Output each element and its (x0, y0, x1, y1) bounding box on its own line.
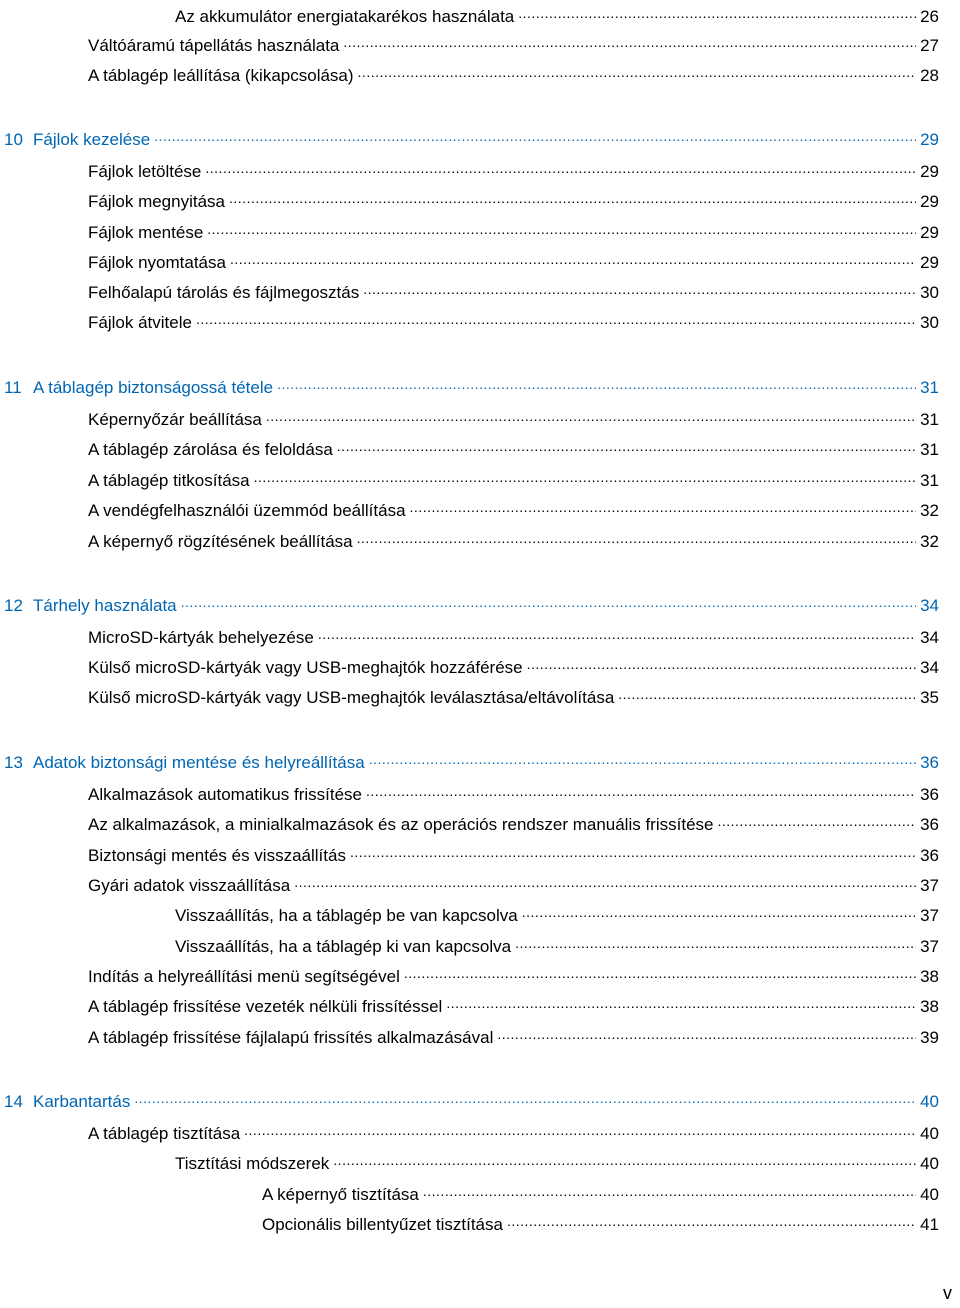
toc-entry-title: Gyári adatok visszaállítása (88, 876, 291, 895)
toc-page-number: 30 (920, 313, 939, 332)
toc-entry-title: Adatok biztonsági mentése és helyreállítása (33, 753, 365, 772)
toc-entry[interactable] (175, 1145, 939, 1173)
toc-chapter-entry[interactable] (4, 121, 939, 149)
dot-leader (333, 1145, 916, 1169)
toc-entry[interactable] (88, 304, 939, 332)
toc-page-number: 36 (920, 846, 939, 865)
dot-leader (154, 121, 916, 145)
dot-leader (446, 988, 916, 1012)
toc-page-number: 34 (920, 658, 939, 677)
toc-entry[interactable] (88, 649, 939, 677)
dot-leader (366, 776, 916, 800)
toc-entry-title: Az akkumulátor energiatakarékos használata (175, 7, 515, 26)
toc-entry-title: Visszaállítás, ha a táblagép ki van kapcsolva (175, 937, 512, 956)
toc-entry-title: Váltóáramú tápellátás használata (88, 36, 340, 55)
toc-page-number: 27 (920, 36, 939, 55)
toc-entry[interactable] (88, 619, 939, 647)
toc-entry[interactable] (88, 776, 939, 804)
toc-entry-title: MicroSD-kártyák behelyezése (88, 628, 314, 647)
dot-leader (294, 867, 916, 891)
dot-leader (518, 0, 916, 22)
toc-entry-title: Visszaállítás, ha a táblagép be van kapcsolva (175, 906, 518, 925)
toc-page-number: 34 (920, 628, 939, 647)
toc-page-number: 29 (920, 223, 939, 242)
toc-chapter-entry[interactable] (4, 587, 939, 615)
toc-entry[interactable] (88, 274, 939, 302)
toc-entry[interactable] (88, 988, 939, 1016)
toc-entry[interactable] (88, 183, 939, 211)
toc-entry-title: Fájlok mentése (88, 223, 204, 242)
toc-page-number: 38 (920, 967, 939, 986)
toc-page-number: 35 (920, 688, 939, 707)
toc-entry[interactable] (88, 1115, 939, 1143)
chapter-number: 12 (4, 596, 23, 615)
toc-page-number: 40 (920, 1185, 939, 1204)
toc-page-number: 41 (920, 1215, 939, 1234)
toc-chapter-entry[interactable] (4, 369, 939, 397)
toc-entry[interactable] (175, 897, 939, 925)
toc-page-number: 37 (920, 876, 939, 895)
toc-page-number: 34 (920, 596, 939, 615)
toc-entry-title: Opcionális billentyűzet tisztítása (262, 1215, 503, 1234)
dot-leader (205, 153, 916, 177)
toc-page-number: 37 (920, 937, 939, 956)
toc-page-number: 31 (920, 410, 939, 429)
toc-page-number: 29 (920, 192, 939, 211)
toc-chapter-entry[interactable] (4, 1083, 939, 1111)
dot-leader (244, 1115, 916, 1139)
toc-page-number: 38 (920, 997, 939, 1016)
toc-entry[interactable] (88, 57, 939, 85)
toc-page-number: 40 (920, 1154, 939, 1173)
dot-leader (337, 431, 916, 455)
toc-page-number: 36 (920, 753, 939, 772)
toc-entry-title: A táblagép zárolása és feloldása (88, 440, 333, 459)
page-number: v (943, 1283, 952, 1303)
toc-entry-title: A képernyő tisztítása (262, 1185, 419, 1204)
dot-leader (410, 492, 917, 516)
toc-entry-title: Biztonsági mentés és visszaállítás (88, 846, 346, 865)
dot-leader (717, 806, 916, 830)
dot-leader (497, 1019, 916, 1043)
chapter-number: 10 (4, 130, 23, 149)
toc-entry-title: Tisztítási módszerek (175, 1154, 330, 1173)
dot-leader (230, 244, 916, 268)
dot-leader (363, 274, 916, 298)
toc-entry[interactable] (88, 431, 939, 459)
toc-page-number: 30 (920, 283, 939, 302)
dot-leader (527, 649, 916, 673)
toc-entry[interactable] (175, 928, 939, 956)
dot-leader (369, 744, 916, 768)
toc-entry[interactable] (88, 679, 939, 707)
toc-entry-title: Képernyőzár beállítása (88, 410, 262, 429)
toc-entry-title: A képernyő rögzítésének beállítása (88, 532, 353, 551)
toc-entry[interactable] (88, 492, 939, 520)
dot-leader (318, 619, 916, 643)
toc-entry[interactable] (88, 401, 939, 429)
toc-entry[interactable] (88, 27, 939, 55)
toc-entry-title: A táblagép biztonságossá tétele (33, 378, 274, 397)
toc-page-number: 31 (920, 440, 939, 459)
chapter-number: 13 (4, 753, 23, 772)
dot-leader (196, 304, 916, 328)
toc-page-number: 29 (920, 130, 939, 149)
toc-page-number: 40 (920, 1124, 939, 1143)
toc-entry-title: Fájlok megnyitása (88, 192, 226, 211)
toc-entry[interactable] (262, 1206, 939, 1234)
dot-leader (423, 1176, 916, 1200)
toc-entry[interactable] (88, 958, 939, 986)
toc-page-number: 29 (920, 253, 939, 272)
dot-leader (358, 57, 917, 81)
toc-entry[interactable] (88, 837, 939, 865)
toc-entry-title: Külső microSD-kártyák vagy USB-meghajtók leválasztása/eltávolítása (88, 688, 615, 707)
toc-page-number: 39 (920, 1028, 939, 1047)
toc-entry[interactable] (88, 462, 939, 490)
toc-page-number: 26 (920, 7, 939, 26)
toc-entry-title: Fájlok nyomtatása (88, 253, 226, 272)
toc-entry-title: A táblagép leállítása (kikapcsolása) (88, 66, 354, 85)
toc-entry-title: A táblagép tisztítása (88, 1124, 241, 1143)
toc-entry-title: Tárhely használata (33, 596, 177, 615)
toc-page-number: 40 (920, 1092, 939, 1111)
toc-entry-title: Felhőalapú tárolás és fájlmegosztás (88, 283, 360, 302)
dot-leader (134, 1083, 916, 1107)
chapter-number: 14 (4, 1092, 23, 1111)
toc-entry-title: Fájlok letöltése (88, 162, 202, 181)
toc-entry-title: Fájlok kezelése (33, 130, 151, 149)
toc-chapter-entry[interactable] (4, 744, 939, 772)
dot-leader (515, 928, 916, 952)
toc-page-number: 32 (920, 532, 939, 551)
toc-entry-title: Karbantartás (33, 1092, 131, 1111)
toc-entry-title: Az alkalmazások, a minialkalmazások és az operációs rendszer manuális frissítése (88, 815, 714, 834)
toc-entry[interactable] (175, 0, 939, 26)
toc-entry[interactable] (88, 523, 939, 551)
dot-leader (254, 462, 916, 486)
dot-leader (357, 523, 916, 547)
toc-entry-title: A vendégfelhasználói üzemmód beállítása (88, 501, 406, 520)
toc-page-number: 32 (920, 501, 939, 520)
chapter-number: 11 (4, 378, 22, 397)
toc-entry-title: A táblagép frissítése vezeték nélküli frissítéssel (88, 997, 443, 1016)
toc-entry-title: A táblagép titkosítása (88, 471, 250, 490)
toc-page-number: 36 (920, 785, 939, 804)
toc-page-number: 36 (920, 815, 939, 834)
toc-entry[interactable] (88, 806, 939, 834)
toc-entry[interactable] (88, 214, 939, 242)
toc-entry[interactable] (262, 1176, 939, 1204)
toc-entry[interactable] (88, 153, 939, 181)
toc-entry-title: Fájlok átvitele (88, 313, 192, 332)
toc-entry-title: Külső microSD-kártyák vagy USB-meghajtók hozzáférése (88, 658, 523, 677)
dot-leader (181, 587, 916, 611)
toc-page-number: 37 (920, 906, 939, 925)
toc-entry-title: A táblagép frissítése fájlalapú frissítés alkalmazásával (88, 1028, 494, 1047)
dot-leader (522, 897, 916, 921)
dot-leader (229, 183, 916, 207)
toc-entry-title: Indítás a helyreállítási menü segítségével (88, 967, 400, 986)
toc-page-number: 29 (920, 162, 939, 181)
dot-leader (277, 369, 916, 393)
dot-leader (618, 679, 916, 703)
dot-leader (404, 958, 916, 982)
dot-leader (350, 837, 916, 861)
dot-leader (207, 214, 916, 238)
dot-leader (343, 27, 916, 51)
toc-entry-title: Alkalmazások automatikus frissítése (88, 785, 362, 804)
toc-entry[interactable] (88, 867, 939, 895)
toc-entry[interactable] (88, 1019, 939, 1047)
toc-entry[interactable] (88, 244, 939, 272)
toc-page-number: 31 (920, 471, 939, 490)
toc-page-number: 31 (920, 378, 939, 397)
dot-leader (507, 1206, 916, 1230)
dot-leader (266, 401, 916, 425)
toc-page-number: 28 (920, 66, 939, 85)
